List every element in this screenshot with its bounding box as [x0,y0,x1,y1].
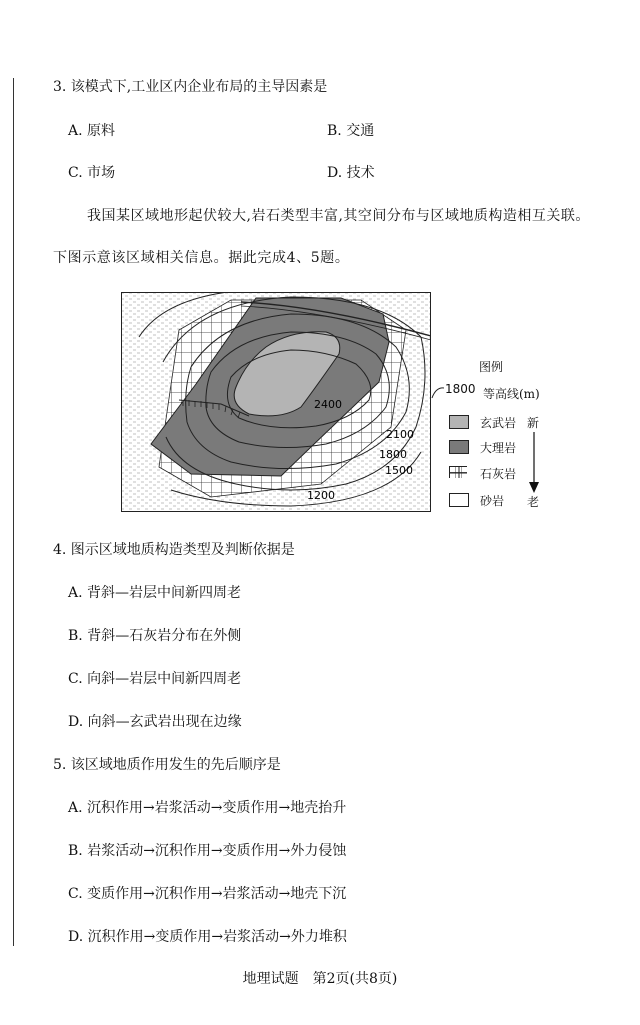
q5-option-c[interactable]: C. 变质作用→沉积作用→岩浆活动→地壳下沉 [68,886,347,902]
q5-option-d[interactable]: D. 沉积作用→变质作用→岩浆活动→外力堆积 [68,929,347,945]
contour-label-2100: 2100 [386,428,414,441]
legend-title: 图例 [479,360,504,374]
legend-label-limestone: 石灰岩 [480,467,517,481]
q5-option-b[interactable]: B. 岩浆活动→沉积作用→变质作用→外力侵蚀 [68,843,347,859]
intro-line-2: 下图示意该区域相关信息。据此完成4、5题。 [53,250,350,266]
contour-label-1500: 1500 [385,464,413,477]
legend-label-marble: 大理岩 [480,441,517,455]
legend-swatch-marble [449,440,469,454]
legend-label-basalt: 玄武岩 [480,416,517,430]
page-footer: 地理试题 第2页(共8页) [242,971,398,987]
q3-option-c[interactable]: C. 市场 [68,165,116,181]
q5-option-a[interactable]: A. 沉积作用→岩浆活动→变质作用→地壳抬升 [68,800,347,816]
legend-old-label: 老 [527,495,540,509]
left-margin-rule [13,78,14,946]
contour-label-1800: 1800 [379,448,407,461]
legend-new-label: 新 [527,416,540,430]
contour-label-2400: 2400 [314,398,342,411]
legend-swatch-sandstone [449,493,469,507]
q4-option-d[interactable]: D. 向斜—玄武岩出现在边缘 [68,714,242,730]
q4-stem: 4. 图示区域地质构造类型及判断依据是 [53,542,295,558]
q5-stem: 5. 该区域地质作用发生的先后顺序是 [53,757,281,773]
q3-option-b[interactable]: B. 交通 [327,123,375,139]
legend-contour-label: 等高线(m) [483,387,540,401]
legend-contour-sample-line [431,385,445,399]
geology-map [121,292,431,512]
q4-option-c[interactable]: C. 向斜—岩层中间新四周老 [68,671,242,687]
q4-option-a[interactable]: A. 背斜—岩层中间新四周老 [68,585,242,601]
legend-age-arrow-icon [527,432,541,494]
legend-swatch-limestone [449,466,467,478]
legend-contour-sample: 1800 [445,382,476,396]
contour-label-1200: 1200 [307,489,335,502]
q3-option-d[interactable]: D. 技术 [327,165,375,181]
intro-line-1: 我国某区域地形起伏较大,岩石类型丰富,其空间分布与区域地质构造相互关联。 [87,208,590,224]
legend-label-sandstone: 砂岩 [480,494,505,508]
q4-option-b[interactable]: B. 背斜—石灰岩分布在外侧 [68,628,242,644]
legend-swatch-basalt [449,415,469,429]
q3-option-a[interactable]: A. 原料 [68,123,116,139]
q3-stem: 3. 该模式下,工业区内企业布局的主导因素是 [53,79,328,95]
